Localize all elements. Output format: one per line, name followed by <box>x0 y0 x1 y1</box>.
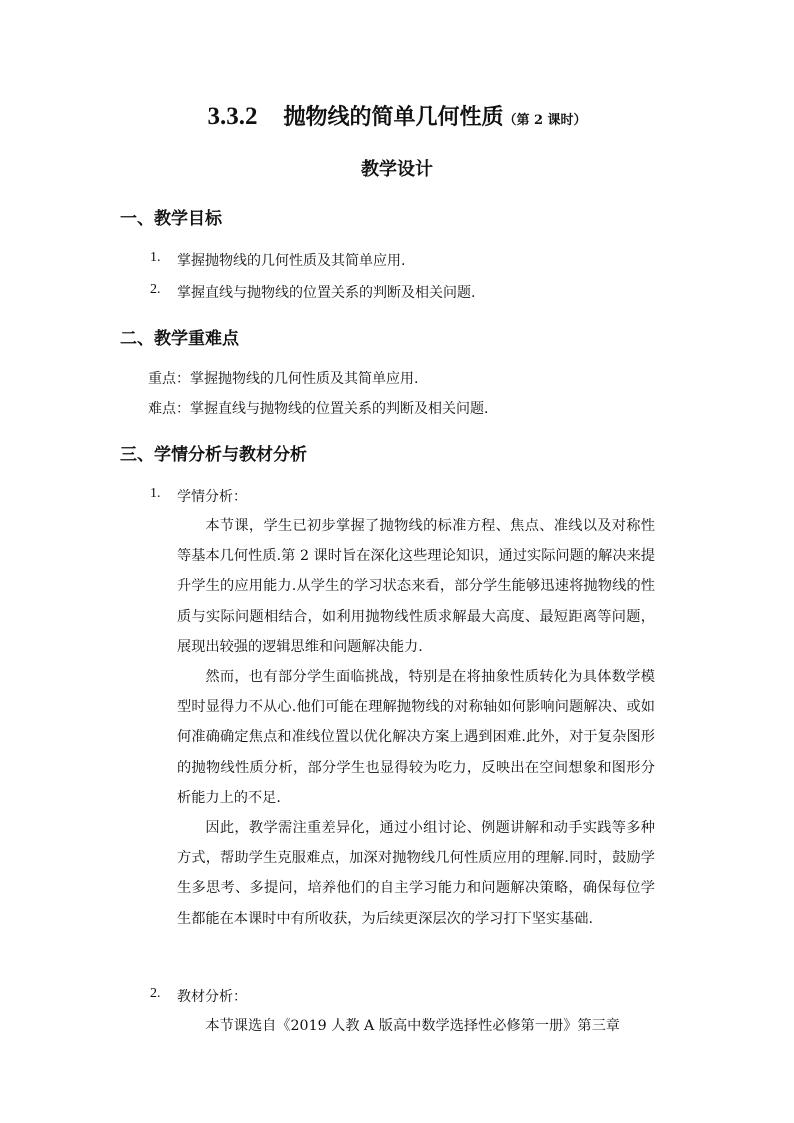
textbook-analysis-number: 2. <box>150 986 161 1001</box>
student-analysis-label: 学情分析： <box>177 489 247 505</box>
student-analysis-paragraph-2: 然而，也有部分学生面临挑战，特别是在将抽象性质转化为具体数学模型时显得力不从心.他们可能在理解抛物线的对称轴如何影响问题解决、或如何准确确定焦点和准线位置以优化解决方案上遇到困难.此外，对于复杂图形的抛物线性质分析，部分学生也显得较为吃力，反映出在空间想象和图形分析能力上的不足. <box>177 669 655 806</box>
goal-item-1-number: 1. <box>150 250 161 265</box>
section-heading-goals: 一、教学目标 <box>120 209 222 229</box>
section-heading-analysis: 三、学情分析与教材分析 <box>120 445 307 465</box>
student-analysis-body <box>177 511 655 934</box>
goal-item-1-text: 掌握抛物线的几何性质及其简单应用. <box>177 253 406 269</box>
difficulty-text: 难点：掌握直线与抛物线的位置关系的判断及相关问题. <box>148 401 489 417</box>
title-text: 抛物线的简单几何性质 <box>283 104 504 130</box>
textbook-analysis-paragraph-1: 本节课选自《2019 人教 A 版高中数学选择性必修第一册》第三章 <box>205 1018 620 1034</box>
student-analysis-paragraph-3: 因此，教学需注重差异化，通过小组讨论、例题讲解和动手实践等多种方式，帮助学生克服难点，加深对抛物线几何性质应用的理解.同时，鼓励学生多思考、多提问，培养他们的自主学习能力和问题解决策略，确保每位学生都能在本课时中有所收获，为后续更深层次的学习打下坚实基础. <box>177 820 655 927</box>
student-analysis-paragraph-1: 本节课，学生已初步掌握了抛物线的标准方程、焦点、准线以及对称性等基本几何性质.第 2 课时旨在深化这些理论知识，通过实际问题的解决来提升学生的应用能力.从学生的学习状态来看，部分学生能够迅速将抛物线的性质与实际问题相结合，如利用抛物线性质求解最大高度、最短距离等问题，展现出较强的逻辑思维和问题解决能力. <box>177 518 655 655</box>
section-heading-keypoints: 二、教学重难点 <box>120 329 239 349</box>
key-point-text: 重点：掌握抛物线的几何性质及其简单应用. <box>148 371 419 387</box>
title-suffix: （第 2 课时） <box>503 113 587 128</box>
student-analysis-number: 1. <box>150 486 161 501</box>
textbook-analysis-label: 教材分析： <box>177 989 247 1005</box>
document-subtitle: 教学设计 <box>361 159 433 180</box>
textbook-analysis-body <box>177 1011 655 1041</box>
goal-item-2-number: 2. <box>150 282 161 297</box>
section-number: 3.3.2 <box>207 103 258 130</box>
goal-item-2-text: 掌握直线与抛物线的位置关系的判断及相关问题. <box>177 285 476 301</box>
document-title <box>0 100 794 131</box>
